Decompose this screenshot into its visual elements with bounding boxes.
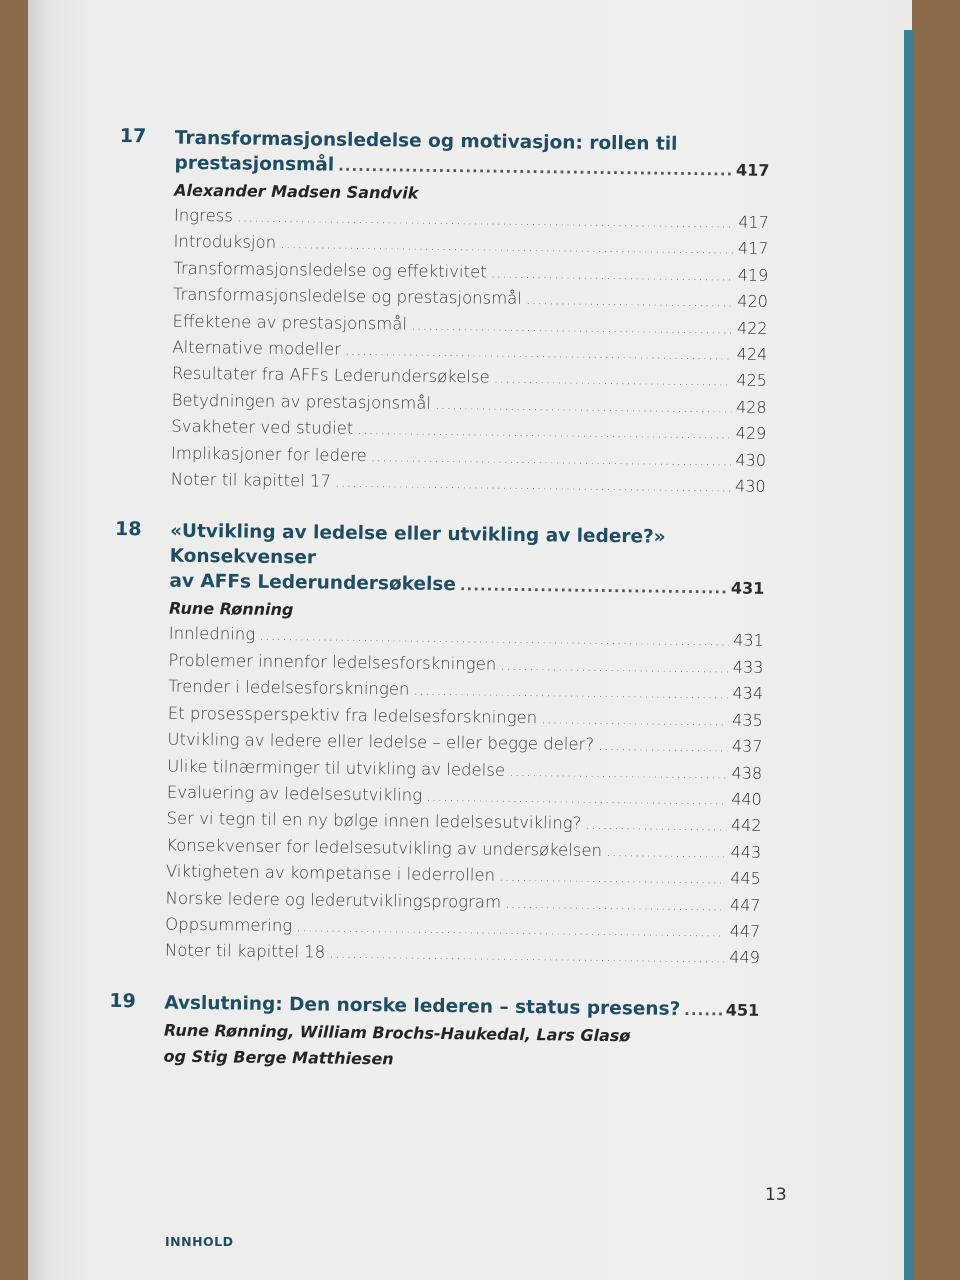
chapter-author: Rune Rønning — [168, 599, 294, 620]
dot-leader — [296, 914, 726, 945]
toc-entry-page: 447 — [729, 921, 761, 941]
dot-leader — [526, 287, 734, 315]
dot-leader — [505, 890, 726, 918]
toc-entry-label: Transformasjonsledelse og effektivitet — [173, 258, 487, 282]
chapter-list — [108, 125, 769, 1076]
dot-leader — [499, 864, 727, 892]
toc-entry-label: Ulike tilnærminger til utvikling av ledelse — [167, 756, 506, 780]
toc-entry-page: 449 — [729, 947, 760, 968]
toc-entry-page: 440 — [731, 789, 762, 809]
toc-entry-label: Utvikling av ledere eller ledelse – eller begge deler? — [167, 729, 595, 754]
toc-entry-label: Resultater fra AFFs Lederundersøkelse — [171, 364, 490, 387]
toc-entry-label: Introduksjon — [173, 232, 277, 253]
toc-entry-page: 422 — [736, 318, 768, 338]
dot-leader — [585, 812, 727, 839]
dot-leader — [357, 417, 732, 447]
dot-leader — [460, 574, 727, 602]
toc-entry-page: 420 — [737, 291, 769, 312]
toc-entry-page: 419 — [737, 265, 769, 285]
toc-entry-label: Betydningen av prestasjonsmål — [171, 390, 432, 413]
dot-leader — [598, 733, 728, 760]
toc-entry-page: 433 — [732, 657, 764, 677]
toc-entry-page: 438 — [731, 763, 763, 783]
toc-entry-page: 430 — [734, 476, 766, 496]
toc-entry-label: Noter til kapittel 17 — [170, 469, 332, 491]
toc-entry-page: 445 — [730, 868, 761, 889]
dot-leader — [606, 839, 727, 866]
toc-entry-label: Problemer innenfor ledelsesforskningen — [168, 650, 497, 674]
chapter-author: og Stig Berge Matthiesen — [163, 1046, 394, 1069]
toc-entry-label: Et prosessperspektiv fra ledelsesforskningen — [167, 703, 538, 727]
toc-entry-label: Viktigheten av kompetanse i lederrollen — [165, 861, 496, 885]
dot-leader — [413, 678, 728, 707]
toc-entry-page: 443 — [730, 842, 762, 862]
dot-leader — [338, 154, 732, 184]
dot-leader — [541, 706, 728, 734]
dot-leader — [435, 392, 732, 421]
chapter — [110, 518, 765, 971]
dot-leader — [490, 260, 733, 288]
chapter-title-line: «Utvikling av ledelse eller utvikling av ledere?» Konsekvenser — [169, 521, 666, 569]
toc-entry-label: Ingress — [173, 205, 234, 226]
chapter-number: 19 — [109, 989, 136, 1013]
table-of-contents — [108, 125, 770, 1102]
chapter-body — [165, 519, 765, 972]
dot-leader — [494, 366, 733, 394]
dot-leader — [371, 444, 732, 474]
page-number: 13 — [765, 1185, 787, 1205]
toc-entry-page: 434 — [732, 683, 764, 704]
toc-entry-label: Effektene av prestasjonsmål — [172, 311, 408, 334]
chapter-title: av AFFs Lederundersøkelse — [169, 571, 457, 596]
toc-entry-page: 429 — [735, 423, 767, 444]
footer-section-label: INNHOLD — [165, 1234, 234, 1249]
chapter-title: Avslutning: Den norske lederen – status presens? — [164, 992, 681, 1020]
toc-entry-label: Noter til kapittel 18 — [164, 940, 326, 962]
toc-entry-label: Evaluering av ledelsesutvikling — [166, 782, 423, 805]
chapter-author: Rune Rønning, William Brochs-Haukedal, Lars Glasø — [163, 1020, 631, 1046]
chapter-page: 417 — [735, 160, 770, 180]
toc-entry-label: Alternative modeller — [172, 337, 342, 359]
toc-entry-label: Svakheter ved studiet — [171, 416, 354, 439]
chapter-title: prestasjonsmål — [174, 152, 335, 176]
dot-leader — [329, 941, 725, 971]
toc-entry-page: 425 — [736, 370, 768, 391]
dot-leader — [335, 470, 731, 500]
dot-leader — [684, 998, 722, 1023]
toc-entry-label: Ser vi tegn til en ny bølge innen ledelsesutvikling? — [166, 808, 582, 834]
chapter-page: 451 — [725, 1000, 760, 1020]
toc-entry-page: 424 — [736, 344, 768, 364]
toc-entry-label: Transformasjonsledelse og prestasjonsmål — [172, 284, 523, 309]
chapter-number: 18 — [114, 518, 142, 541]
toc-entry-page: 447 — [729, 895, 761, 915]
toc-entry-page: 437 — [731, 736, 763, 756]
toc-entry-page: 417 — [737, 238, 769, 259]
chapter-page: 431 — [730, 578, 765, 599]
toc-entry-label: Norske ledere og lederutviklingsprogram — [165, 888, 502, 912]
chapter — [108, 990, 759, 1076]
toc-entry-label: Konsekvenser for ledelsesutvikling av undersøkelsen — [166, 835, 603, 860]
toc-entry-page: 431 — [733, 630, 764, 651]
toc-entry-label: Trender i ledelsesforskningen — [168, 676, 410, 699]
toc-entry-page: 430 — [735, 450, 767, 470]
dot-leader — [500, 653, 729, 681]
toc-entry-page: 442 — [730, 815, 762, 836]
toc-entry-label: Oppsummering — [165, 914, 293, 936]
page-edge-stripe — [904, 30, 914, 1280]
chapter-body — [163, 990, 759, 1075]
chapter-author: Alexander Madsen Sandvik — [174, 180, 419, 203]
toc-entry-label: Innledning — [168, 624, 256, 645]
chapter-title-line: Transformasjonsledelse og motivasjon: rollen til — [174, 127, 678, 155]
dot-leader — [509, 758, 728, 786]
toc-entry-page: 428 — [735, 397, 767, 417]
toc-entry-label: Implikasjoner for ledere — [170, 443, 367, 465]
chapter-number: 17 — [119, 125, 147, 148]
toc-entry-page: 417 — [738, 212, 769, 232]
chapter — [116, 125, 770, 500]
dot-leader — [411, 312, 733, 341]
dot-leader — [426, 784, 728, 813]
chapter-body — [171, 126, 770, 501]
toc-entry-page: 435 — [732, 710, 763, 730]
